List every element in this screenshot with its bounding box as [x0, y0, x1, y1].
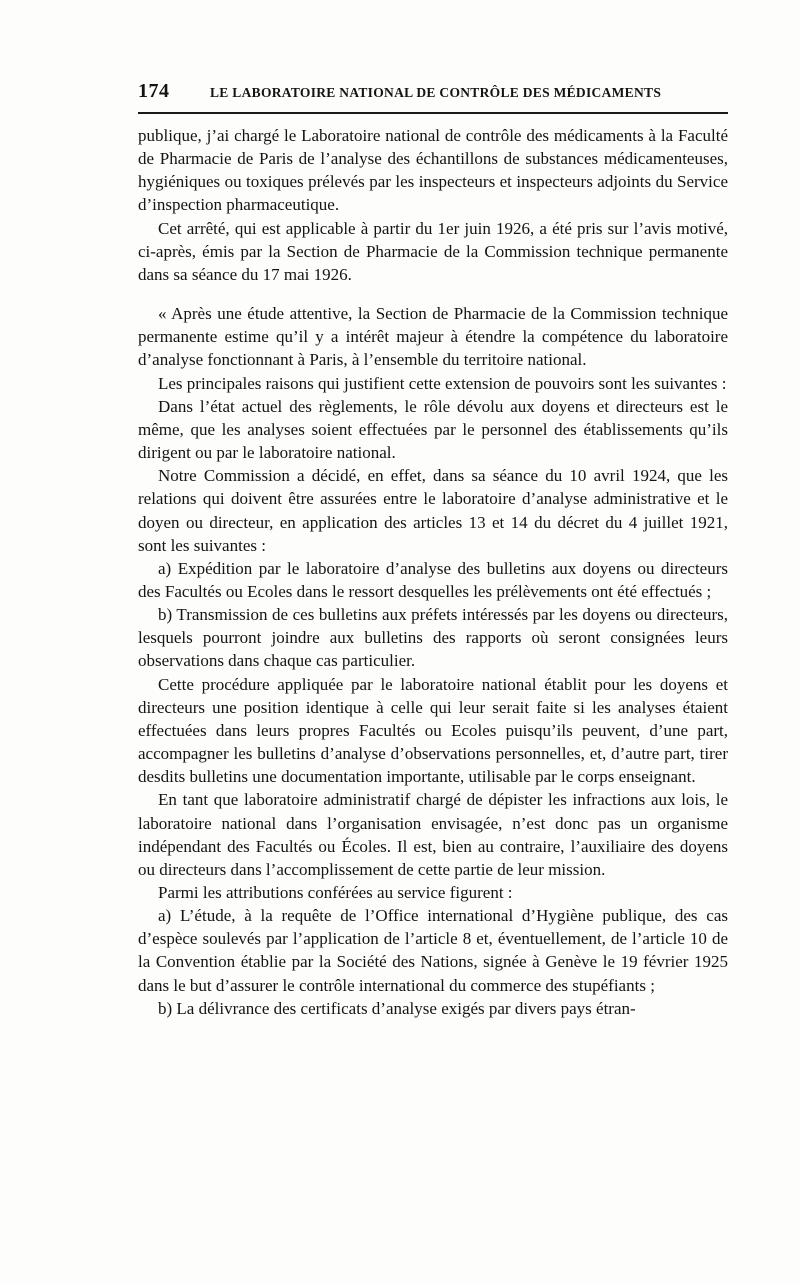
- header-rule: [138, 112, 728, 114]
- body-text: [138, 124, 728, 1020]
- list-item: a) L’étude, à la requête de l’Office international d’Hygiène publique, des cas d’espèce soulevés par l’application de l’article 8 et, éventuellement, de l’article 10 de la Convention établie par la Société des Nations, signée à Genève le 19 février 1925 dans le but d’assurer le contrôle international du commerce des stupéfiants ;: [138, 906, 728, 995]
- page-header: [138, 80, 728, 114]
- page-number: 174: [138, 80, 170, 102]
- paragraph: Cet arrêté, qui est applicable à partir du 1er juin 1926, a été pris sur l’avis motivé, ci-après, émis par la Section de Pharmacie de la Commission technique permanente dans sa séance du 17 mai 1926.: [138, 218, 728, 284]
- running-title: LE LABORATOIRE NATIONAL DE CONTRÔLE DES MÉDICAMENTS: [210, 85, 662, 100]
- paragraph: Notre Commission a décidé, en effet, dans sa séance du 10 avril 1924, que les relations qui doivent être assurées entre le laboratoire d’analyse administrative et le doyen ou directeur, en application des articles 13 et 14 du décret du 4 juillet 1921, sont les suivantes :: [138, 466, 728, 555]
- paragraph: « Après une étude attentive, la Section de Pharmacie de la Commission technique permanente estime qu’il y a intérêt majeur à étendre la compétence du laboratoire d’analyse fonctionnant à Paris, à l’ensemble du territoire national.: [138, 304, 728, 370]
- paragraph: publique, j’ai chargé le Laboratoire national de contrôle des médicaments à la Faculté de Pharmacie de Paris de l’analyse des échantillons de substances médicamenteuses, hygiéniques ou toxiques prélevés par les inspecteurs et inspecteurs adjoints du Service d’inspection pharmaceutique.: [138, 126, 728, 215]
- paragraph: Dans l’état actuel des règlements, le rôle dévolu aux doyens et directeurs est le même, que les analyses soient effectuées par le personnel des établissements qu’ils dirigent ou par le laboratoire national.: [138, 396, 728, 463]
- paragraph: En tant que laboratoire administratif chargé de dépister les infractions aux lois, le laboratoire national dans l’organisation envisagée, n’est donc pas un organisme indépendant des Facultés ou Écoles. Il est, bien au contraire, l’auxiliaire des doyens ou directeurs dans l’accomplissement de cette partie de leur mission.: [138, 790, 728, 879]
- paragraph: Cette procédure appliquée par le laboratoire national établit pour les doyens et directeurs une position identique à celle qui leur serait faite si les analyses étaient effectuées dans leurs propres Facultés ou Ecoles puisqu’ils peuvent, d’une part, accompagner les bulletins d’analyse d’observations personnelles, et, d’autre part, tirer desdits bulletins une documentation importante, utilisable par le corps enseignant.: [138, 674, 728, 787]
- list-item: a) Expédition par le laboratoire d’analyse des bulletins aux doyens ou directeurs des Facultés ou Ecoles dans le ressort desquelles les prélèvements ont été effectués ;: [138, 558, 728, 601]
- paragraph: Les principales raisons qui justifient cette extension de pouvoirs sont les suivantes :: [158, 373, 727, 393]
- list-item: b) Transmission de ces bulletins aux préfets intéressés par les doyens ou directeurs, lesquels pourront joindre aux bulletins des rapports où seront consignées leurs observations dans chaque cas particulier.: [138, 605, 728, 671]
- list-item: b) La délivrance des certificats d’analyse exigés par divers pays étran-: [158, 998, 636, 1018]
- paragraph: Parmi les attributions conférées au service figurent :: [158, 883, 513, 902]
